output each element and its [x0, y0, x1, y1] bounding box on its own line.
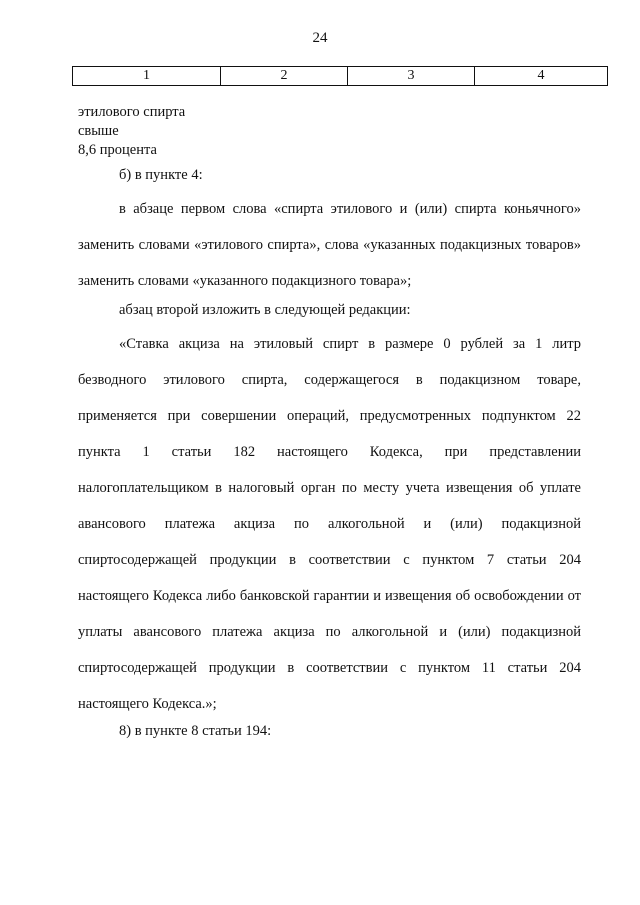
table-continuation-text [78, 103, 185, 160]
paragraph-point-8: 8) в пункте 8 статьи 194: [119, 723, 272, 739]
paragraph-first-abzac-change: в абзаце первом слова «спирта этилового и (или) спирта коньячного» заменить словами «этилового спирта», слова «указанных подакцизных товаров» заменить словами «указанного подакцизного товара»; [78, 201, 581, 289]
text-line: этилового спирта [78, 104, 186, 120]
paragraph-subpoint-b: б) в пункте 4: [119, 167, 203, 183]
column-number-cell: 3 [348, 67, 475, 86]
column-number-cell: 1 [73, 67, 221, 86]
text-line: свыше [78, 123, 119, 139]
paragraph-second-abzac-intro: абзац второй изложить в следующей редакции: [119, 302, 411, 318]
text-line: 8,6 процента [78, 142, 157, 158]
page-number: 24 [312, 30, 328, 46]
column-number-cell: 2 [221, 67, 348, 86]
paragraph-new-wording: «Ставка акциза на этиловый спирт в размере 0 рублей за 1 литр безводного этилового спирта, содержащегося в подакцизном товаре, применяется при совершении операций, предусмотренных подпунктом 22 пункта 1 статьи 182 настоящего Кодекса, при представлении налогоплательщиком в налоговый орган по месту учета извещения об уплате авансового платежа акциза по алкогольной и (или) подакцизной спиртосодержащей продукции в соответствии с пунктом 7 статьи 204 настоящего Кодекса либо банковской гарантии и извещения об освобождении от уплаты авансового платежа акциза по алкогольной и (или) подакцизной спиртосодержащей продукции в соответствии с пунктом 11 статьи 204 настоящего Кодекса.»; [78, 336, 581, 712]
column-number-table [72, 66, 608, 86]
table-header-row [73, 67, 608, 86]
column-number-cell: 4 [475, 67, 608, 86]
